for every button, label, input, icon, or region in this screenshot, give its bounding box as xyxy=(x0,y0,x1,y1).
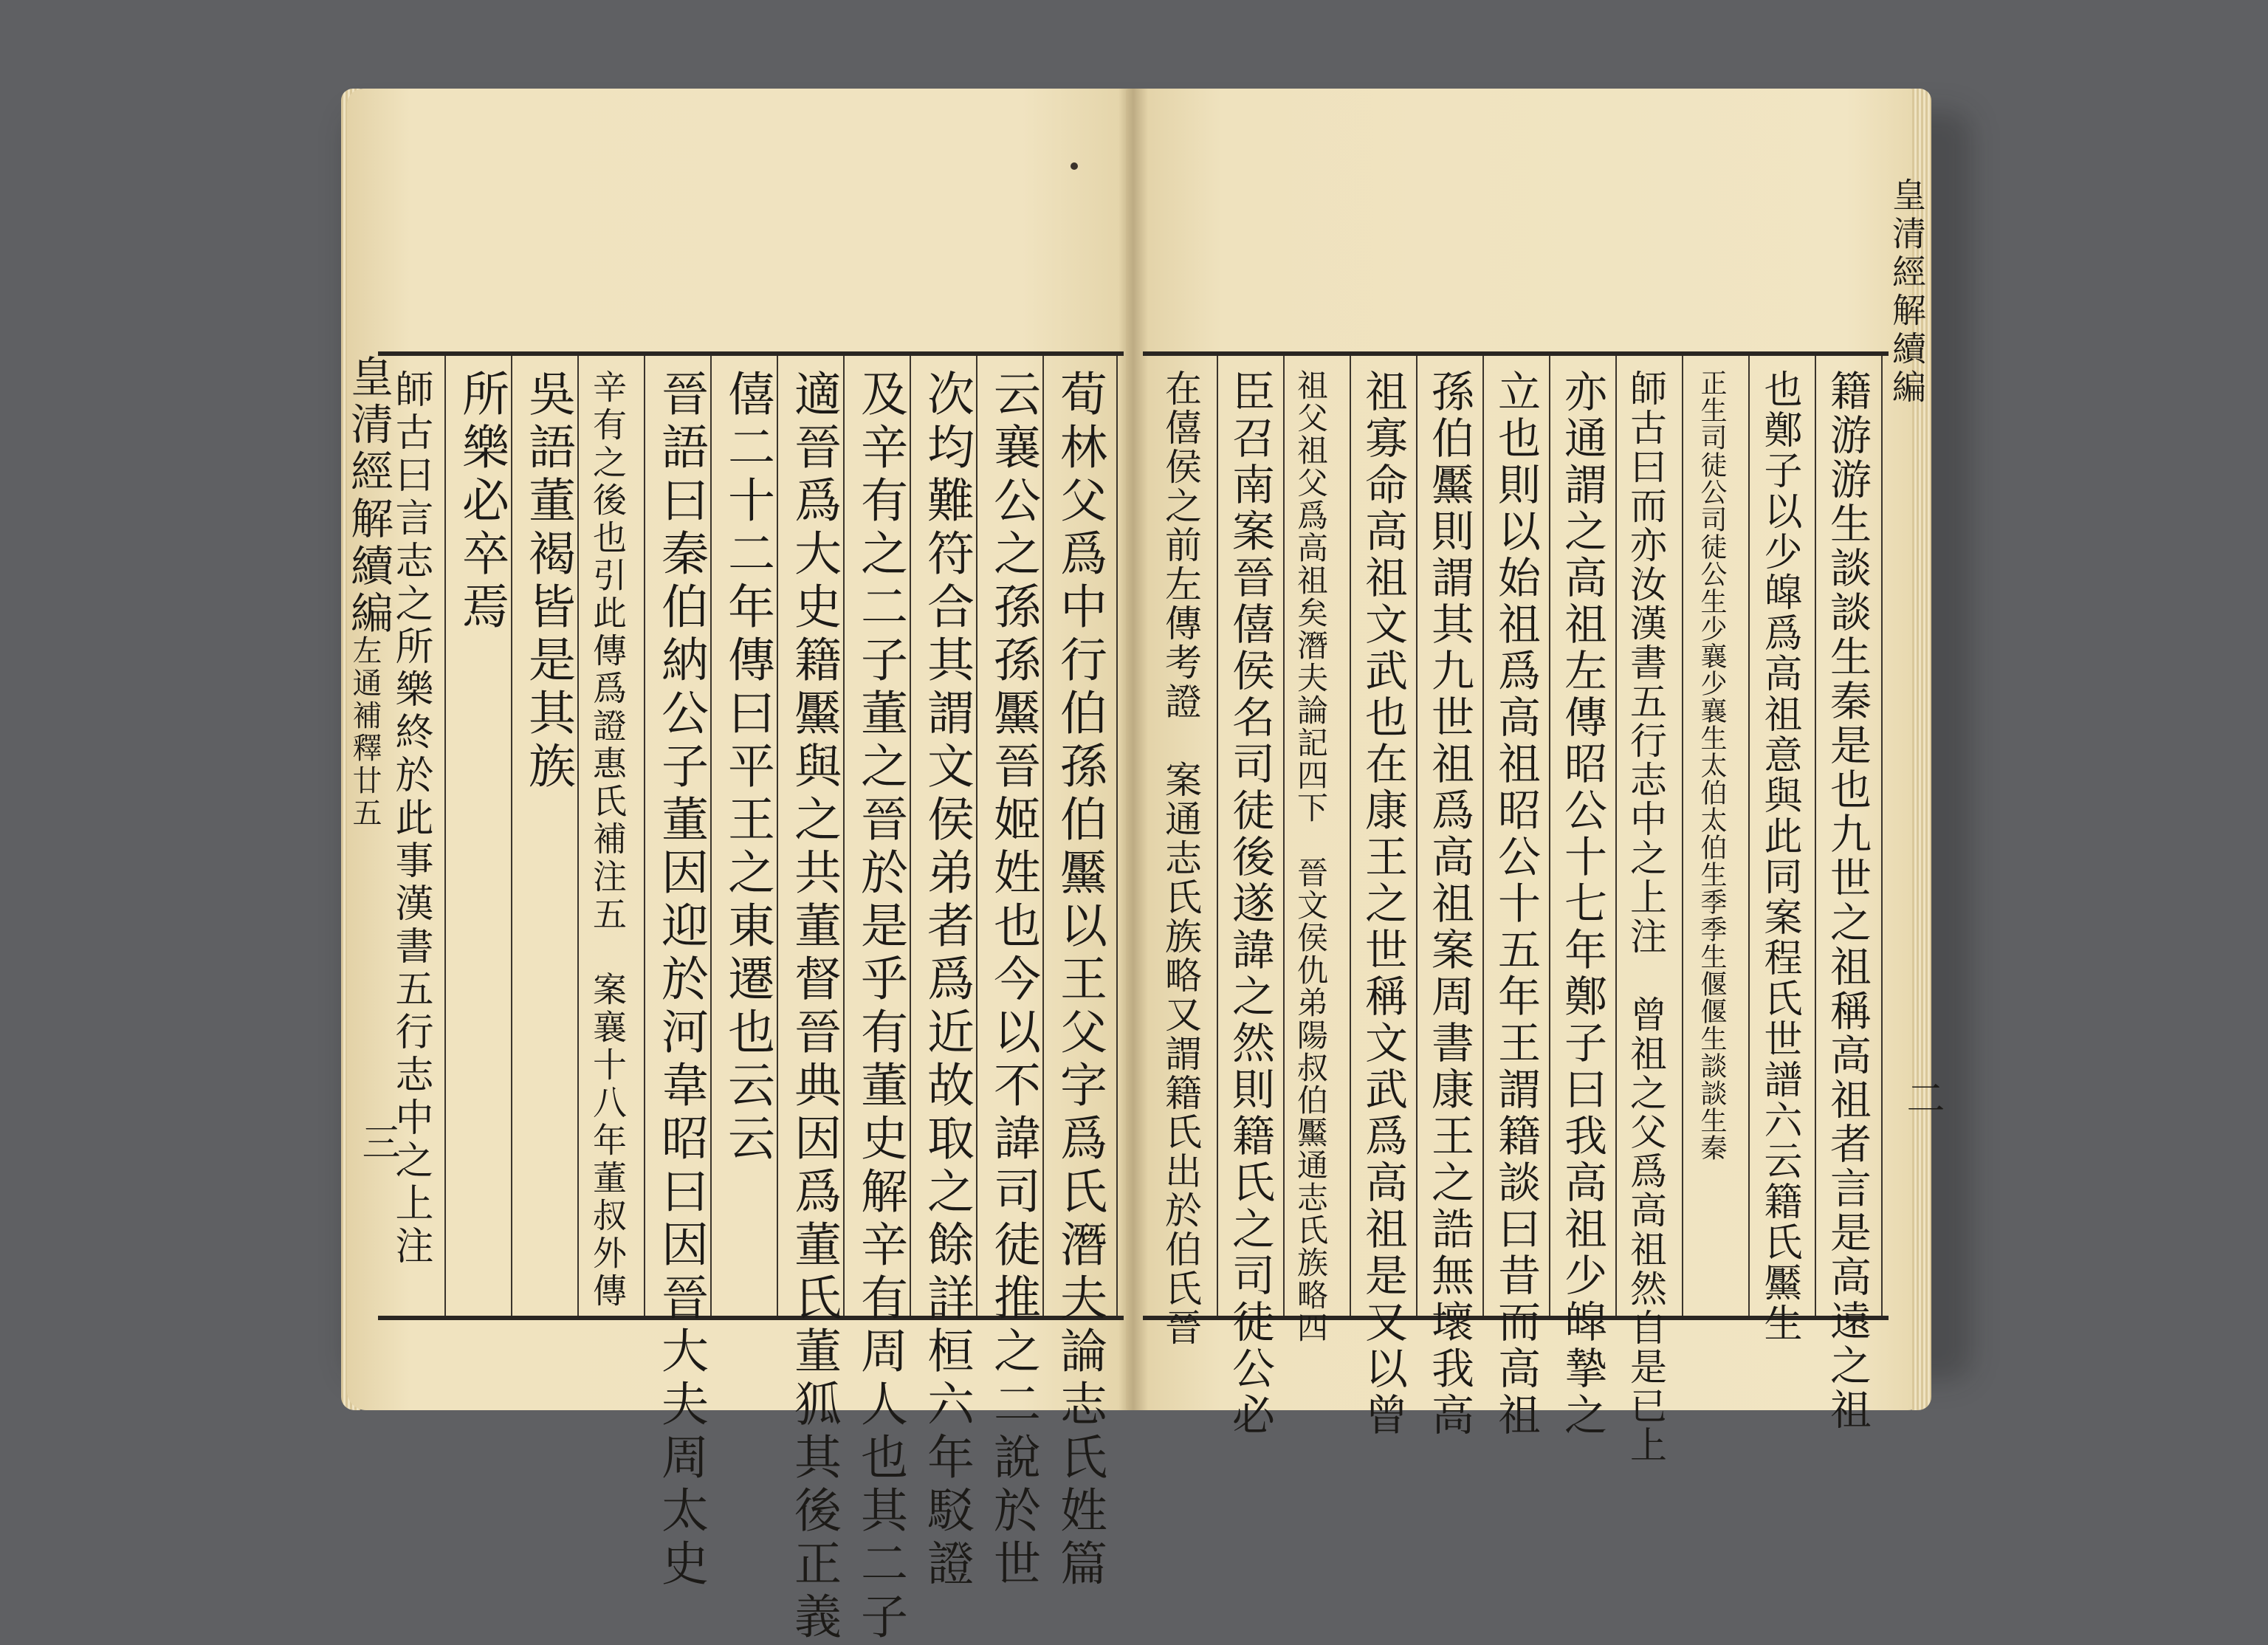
ink-spot xyxy=(1071,162,1078,170)
text-column: 也鄭子以少皡爲高祖意與此同案程氏世譜六云籍氏黶生 xyxy=(1757,369,1801,1344)
margin-book-title: 皇清經解續編 xyxy=(343,354,394,638)
text-column: 所樂必卒焉 xyxy=(454,369,509,635)
rule xyxy=(644,356,645,1316)
text-column: 師古曰而亦汝漢書五行志中之上注 曾祖之父爲高祖然自是已上 xyxy=(1624,369,1667,1465)
text-column: 次均難符合其謂文侯弟者爲近故取之餘詳桓六年駁證 xyxy=(919,369,974,1592)
text-column: 僖二十二年傳曰平王之東遷也云云 xyxy=(720,369,774,1167)
rule xyxy=(444,356,446,1316)
rule xyxy=(1283,356,1285,1316)
rule xyxy=(1416,356,1418,1316)
text-column: 師古曰言志之所樂終於此事漢書五行志中之上注 xyxy=(388,369,433,1268)
rule xyxy=(1682,356,1683,1316)
rule xyxy=(710,356,712,1316)
rule xyxy=(1549,356,1550,1316)
folio-number: 三 xyxy=(355,1122,399,1161)
text-column: 及辛有之二子董之晉於是乎有董史解辛有周人也其二子 xyxy=(853,369,907,1645)
rule xyxy=(1815,356,1816,1316)
rule xyxy=(1217,356,1218,1316)
rule xyxy=(777,356,778,1316)
text-column: 適晉爲大史籍黶與之共董督晉典因爲董氏董狐其後正義 xyxy=(786,369,841,1645)
rule xyxy=(1748,356,1750,1316)
rule xyxy=(910,356,911,1316)
text-column: 立也則以始祖爲高祖昭公十五年王謂籍談曰昔而高祖 xyxy=(1491,369,1541,1439)
rule xyxy=(511,356,512,1316)
text-column: 吳語董褐皆是其族 xyxy=(520,369,575,794)
text-column: 籍游游生談談生秦是也九世之祖稱高祖者言是高遠之祖 xyxy=(1824,369,1872,1432)
text-column: 在僖侯之前左傳考證 案通志氏族略又謂籍氏出於伯氏晉 xyxy=(1159,369,1202,1347)
text-column: 臣召南案晉僖侯名司徒後遂諱之然則籍氏之司徒公必 xyxy=(1225,369,1275,1439)
rule xyxy=(577,356,579,1316)
rule xyxy=(1482,356,1484,1316)
text-column: 祖寡命高祖文武也在康王之世稱文武爲高祖是又以曾 xyxy=(1358,369,1408,1439)
rule xyxy=(1350,356,1351,1316)
text-column: 祖父祖父爲高祖矣潛夫論記四下 晉文侯仇弟陽叔伯黶通志氏族略四 xyxy=(1293,369,1329,1344)
text-column: 云襄公之孫孫黶晉姬姓也今以不諱司徒推之二說於世 xyxy=(986,369,1040,1592)
rule xyxy=(1615,356,1617,1316)
text-column: 正生司徒公司徒公生少襄少襄生太伯太伯生季季生偃偃生談談生秦 xyxy=(1697,369,1727,1161)
margin-book-title: 皇清經解續編 xyxy=(1887,177,1927,408)
margin-section-title: 左通補釋廿五 xyxy=(348,635,382,830)
folio-number: 二 xyxy=(1900,1078,1944,1116)
text-column: 辛有之後也引此傳爲證惠氏補注五 案襄十八年董叔外傳 xyxy=(588,369,628,1311)
rule xyxy=(1042,356,1044,1316)
rule xyxy=(1881,356,1883,1316)
rule xyxy=(1116,356,1118,1316)
rule xyxy=(976,356,977,1316)
left-text-frame xyxy=(378,351,1124,1645)
text-column: 荀林父爲中行伯孫伯黶以王父字爲氏潛夫論志氏姓篇 xyxy=(1052,369,1107,1592)
text-column: 亦通謂之高祖左傳昭公十七年鄭子曰我高祖少皡摯之 xyxy=(1557,369,1607,1439)
rule xyxy=(843,356,845,1316)
text-column: 晉語曰秦伯納公子董因迎於河韋昭曰因晉大夫周太史 xyxy=(653,369,708,1592)
right-text-frame xyxy=(1143,351,1889,1465)
text-column: 孫伯黶則謂其九世祖爲高祖案周書康王之誥無壞我高 xyxy=(1424,369,1474,1439)
